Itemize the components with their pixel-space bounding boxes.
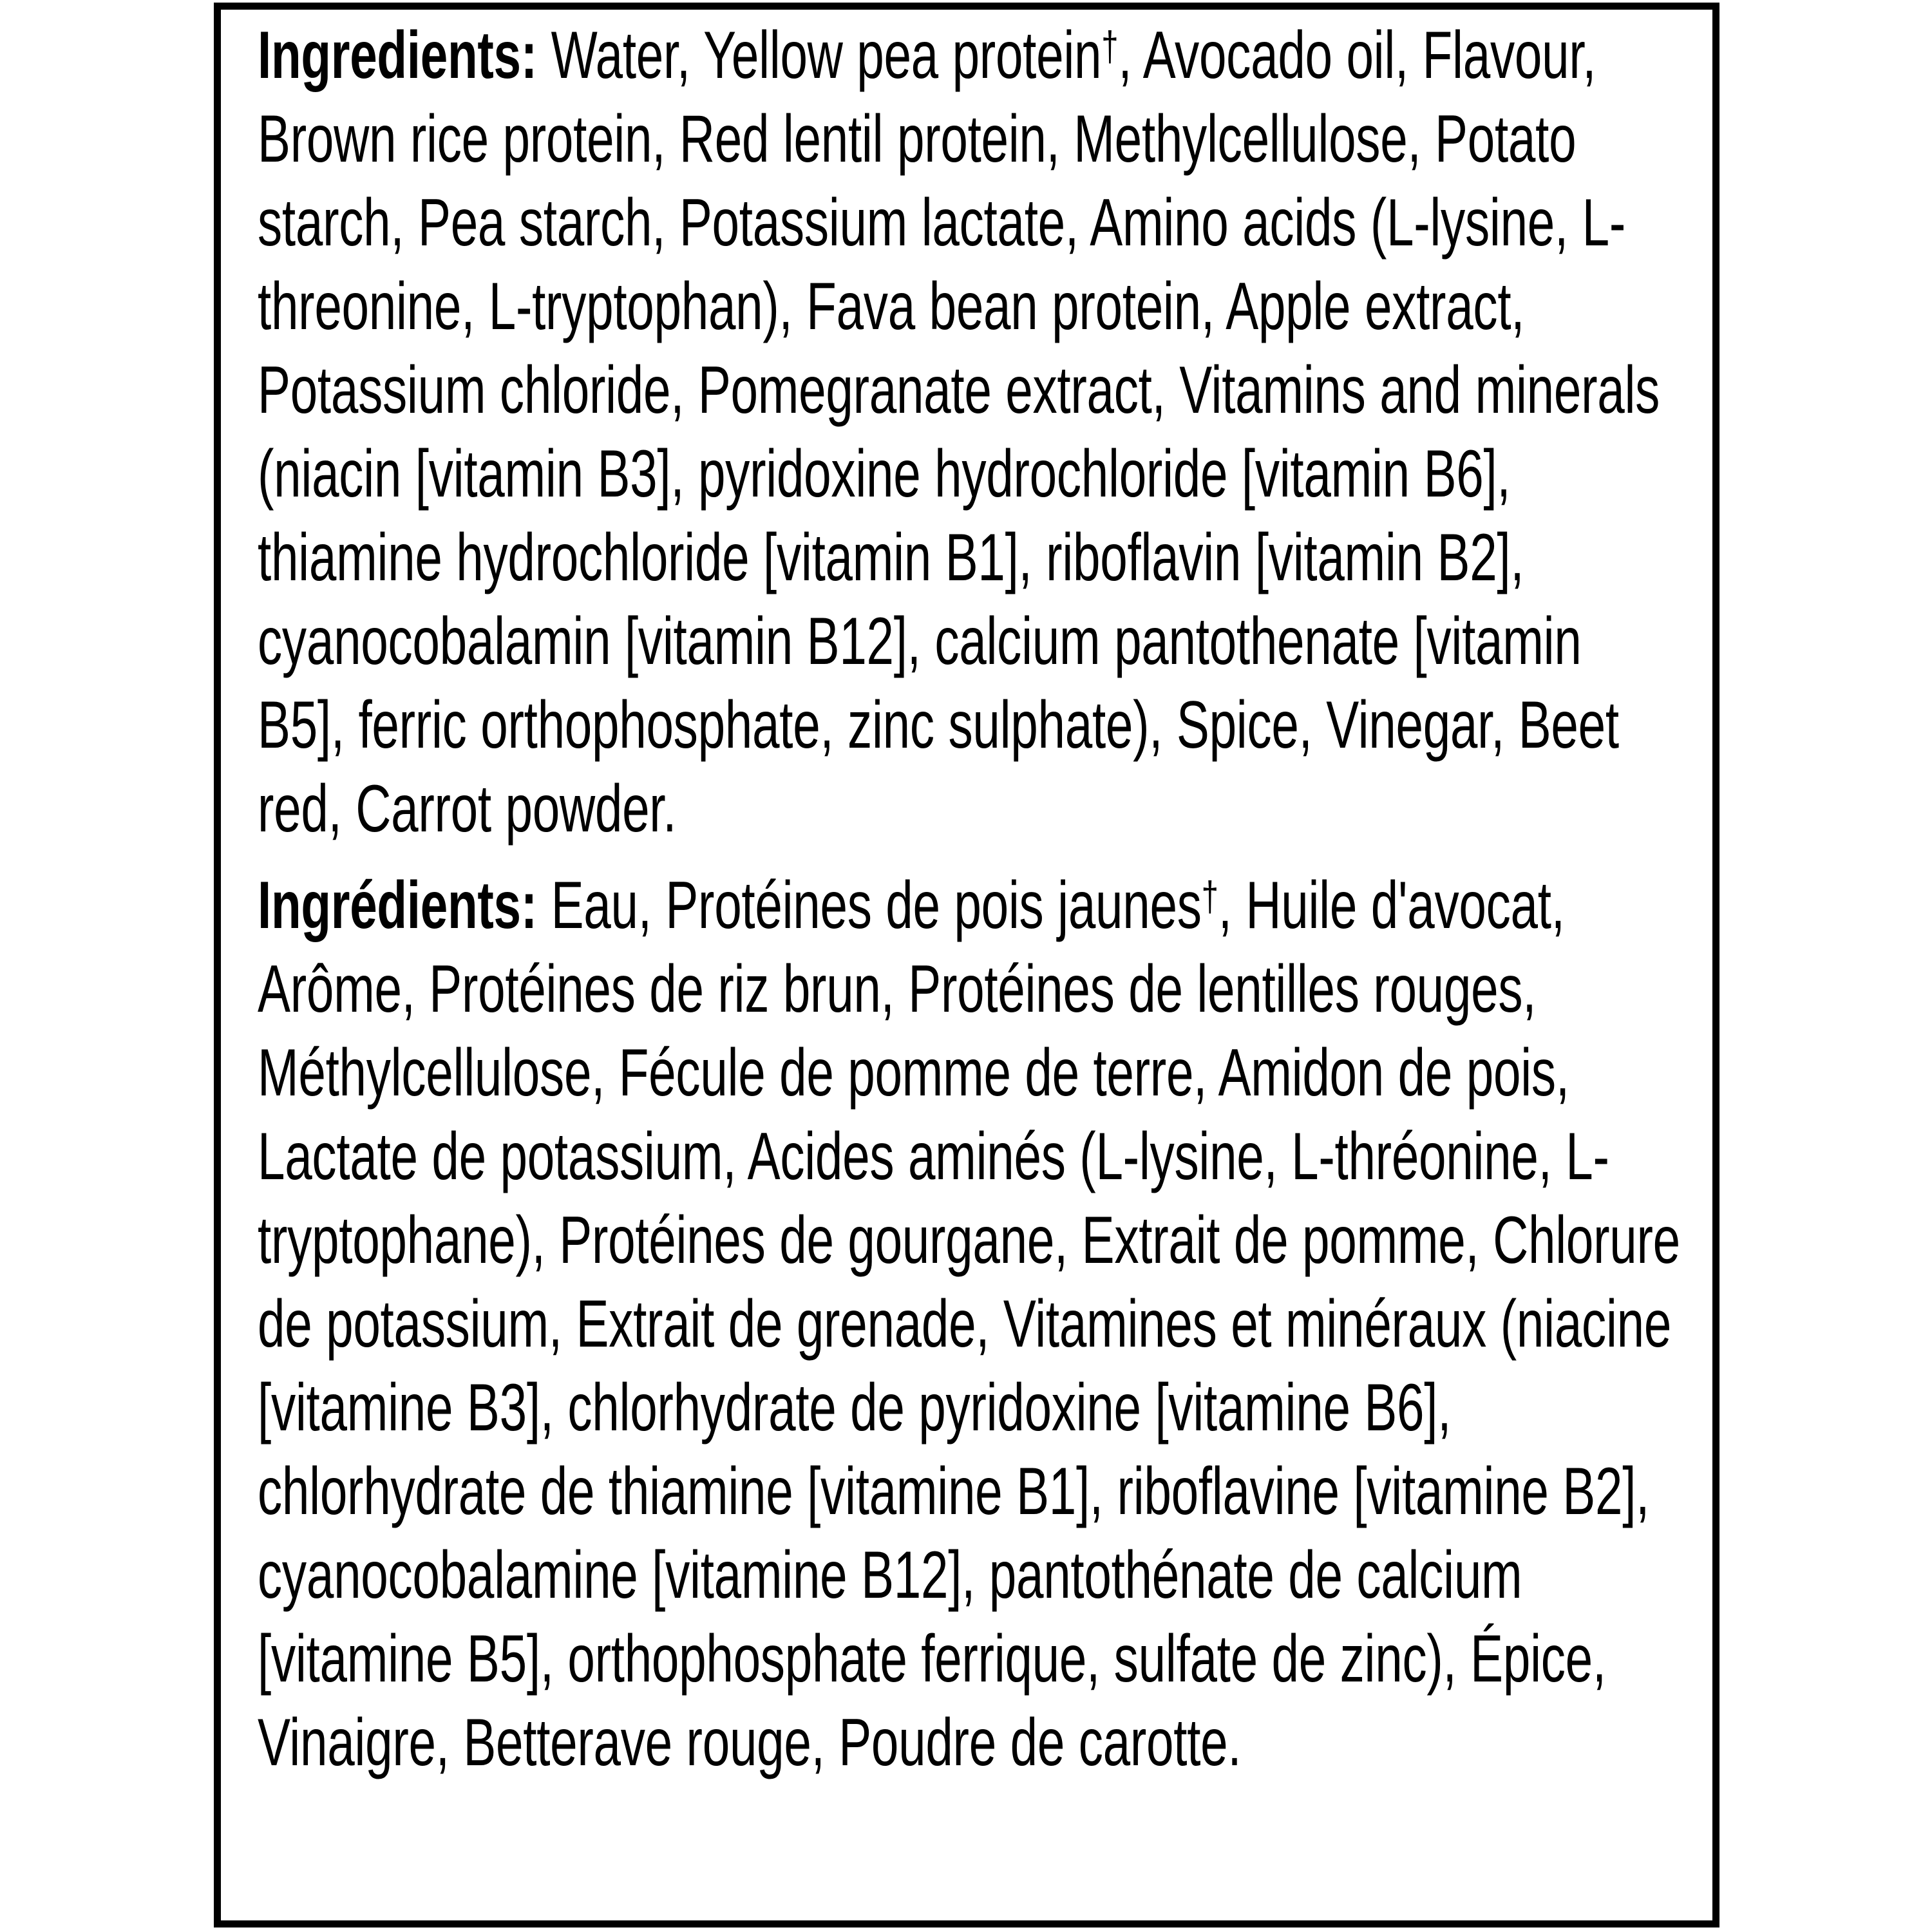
ingredients-lead-in-french: Ingrédients:: [258, 868, 537, 943]
ingredients-body-french-part2: , Huile d'avocat, Arôme, Protéines de riz brun, Protéines de lentilles rouges, Méthylcellulose, Fécule de pomme de terre, Amidon de pois, Lactate de potassium, Acides aminés (L-lysine, L-thréonine, L-tryptophane), Protéines de gourgane, Extrait de pomme, Chlorure de potassium, Extrait de grenade, Vitamines et minéraux (niacine [vitamine B3], chlorhydrate de pyridoxine [vitamine B6], chlorhydrate de thiamine [vitamine B1], riboflavine [vitamine B2], cyanocobalamine [vitamine B12], pantothénate de calcium [vitamine B5], orthophosphate ferrique, sulfate de zinc), Épice, Vinaigre, Betterave rouge, Poudre de carotte.: [258, 868, 1680, 1780]
ingredients-body-french-part1: Eau, Protéines de pois jaunes: [536, 868, 1202, 943]
ingredients-paragraph-french: [258, 864, 1680, 1785]
ingredients-frame-border: [214, 3, 1719, 1927]
ingredients-text-block: [258, 14, 1681, 1785]
ingredients-lead-in-english: Ingredients:: [258, 18, 537, 93]
ingredients-body-english-part2: , Avocado oil, Flavour, Brown rice protein, Red lentil protein, Methylcellulose, Potato starch, Pea starch, Potassium lactate, Amino acids (L-lysine, L-threonine, L-tryptophan), Fava bean protein, Apple extract, Potassium chloride, Pomegranate extract, Vitamins and minerals (niacin [vitamin B3], pyridoxine hydrochloride [vitamin B6], thiamine hydrochloride [vitamin B1], riboflavin [vitamin B2], cyanocobalamin [vitamin B12], calcium pantothenate [vitamin B5], ferric orthophosphate, zinc sulphate), Spice, Vinegar, Beet red, Carrot powder.: [258, 18, 1660, 846]
ingredients-body-english-part1: Water, Yellow pea protein: [536, 18, 1102, 93]
dagger-symbol-english: †: [1101, 23, 1119, 70]
dagger-symbol-french: †: [1201, 873, 1218, 920]
ingredients-paragraph-english: [258, 14, 1680, 851]
